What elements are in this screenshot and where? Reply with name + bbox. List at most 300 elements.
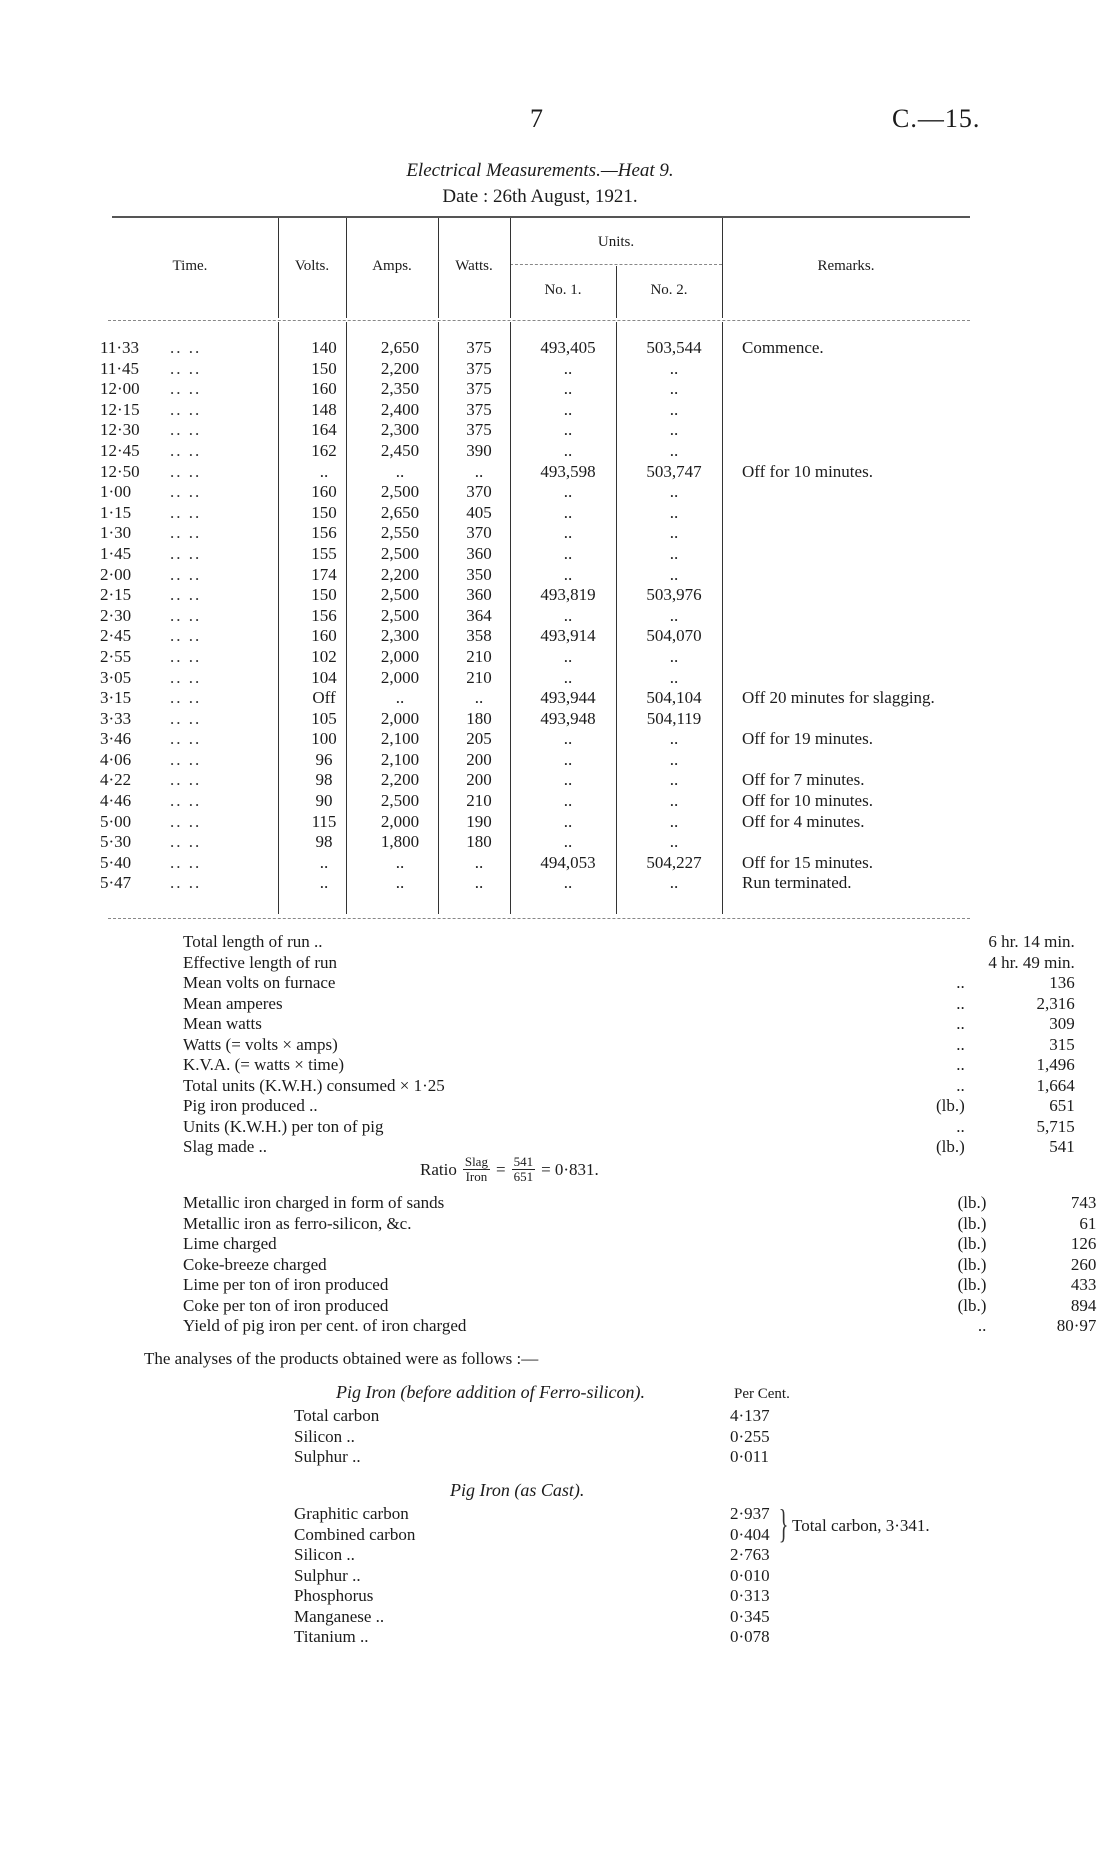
summary-label: Coke-breeze charged [183, 1254, 327, 1274]
time-cell: 12·45 [100, 440, 140, 460]
leader-dots: .. .. [170, 358, 202, 378]
amps-cell: 2,200 [380, 358, 420, 378]
units-no2-cell: 504,227 [646, 852, 702, 872]
summary-value: 260 [1070, 1254, 1097, 1274]
remarks-cell [728, 503, 992, 524]
amps-cell: 2,500 [380, 482, 420, 502]
summary-label: Lime per ton of iron produced [183, 1275, 389, 1294]
leader-dots [434, 1627, 730, 1648]
time-cell: 3·15 [100, 688, 132, 708]
analysis-label: Titanium .. [294, 1627, 369, 1646]
amps-cell: 2,500 [380, 605, 420, 625]
leader-dots: .. .. [170, 564, 202, 584]
summary-row [183, 1214, 1096, 1235]
summary-label: Mean volts on furnace [183, 973, 336, 992]
units-no1-cell: .. [563, 420, 573, 440]
units-no2-cell: .. [669, 440, 679, 460]
volts-cell: 102 [311, 646, 337, 666]
table-row [100, 379, 992, 400]
summary-unit: (lb.) [936, 1096, 965, 1115]
remarks-cell [728, 709, 992, 730]
total-carbon-brace: } [778, 1501, 789, 1546]
amps-cell: 2,650 [380, 338, 420, 357]
watts-cell: 190 [466, 811, 492, 831]
volts-cell: 160 [311, 379, 337, 399]
time-cell: 12·50 [100, 461, 140, 481]
units-no2-cell: .. [669, 358, 679, 378]
units-no2-cell: .. [669, 379, 679, 399]
units-no1-cell: 493,914 [540, 626, 596, 646]
leader-dots [434, 1447, 730, 1468]
remarks-cell [728, 647, 992, 668]
units-no2-cell: 503,544 [646, 338, 702, 357]
watts-cell: 370 [466, 523, 492, 543]
units-no2-cell: 504,104 [646, 688, 702, 708]
units-no2-cell: .. [669, 523, 679, 543]
volts-cell: 160 [311, 626, 337, 646]
table-row [100, 812, 992, 833]
remarks-cell: Commence. [742, 338, 824, 357]
units-no1-cell: .. [563, 770, 573, 790]
table-bottom-rule [108, 918, 970, 919]
time-cell: 12·30 [100, 420, 140, 440]
summary-value: 433 [1070, 1275, 1097, 1294]
volts-cell: Off [312, 688, 336, 708]
amps-cell: 2,200 [380, 564, 420, 584]
page-number: 7 [530, 104, 543, 133]
table-row [100, 729, 992, 750]
header-units: Units. [597, 234, 635, 250]
summary-unit: .. [956, 1014, 965, 1033]
slag-iron-ratio [420, 1155, 599, 1184]
units-no1-cell: .. [563, 379, 573, 399]
analysis-value: 2·937 [730, 1504, 770, 1523]
table-header-bottom-rule [108, 320, 970, 321]
analysis-row [294, 1427, 790, 1448]
units-no2-cell: .. [669, 873, 679, 893]
summary-value: 4 hr. 49 min. [988, 952, 1075, 972]
summary-label: Metallic iron as ferro-silicon, &c. [183, 1213, 412, 1233]
watts-cell: 210 [466, 667, 492, 687]
leader-dots: .. .. [170, 482, 202, 502]
summary-label: Mean amperes [183, 993, 283, 1013]
time-cell: 1·30 [100, 523, 132, 543]
table-row [100, 359, 992, 380]
units-no2-cell: .. [669, 770, 679, 790]
watts-cell: .. [474, 461, 484, 481]
equals-sign: = [495, 1159, 506, 1179]
summary-row [183, 1255, 1096, 1276]
leader-dots: .. .. [170, 338, 202, 357]
leader-dots [445, 1117, 915, 1138]
summary-row [183, 953, 1075, 974]
units-no2-cell: .. [669, 605, 679, 625]
analysis-label: Silicon .. [294, 1545, 355, 1564]
summary-label: Effective length of run [183, 952, 338, 972]
summary-label: Lime charged [183, 1234, 277, 1253]
analysis-row [294, 1627, 790, 1648]
amps-cell: 2,500 [380, 791, 420, 811]
units-no1-cell: 493,948 [540, 708, 596, 728]
units-no1-cell: .. [563, 543, 573, 563]
volts-cell: 140 [311, 338, 337, 357]
volts-cell: 150 [311, 585, 337, 605]
table-row [100, 462, 992, 483]
remarks-cell [728, 626, 992, 647]
summary-value: 1,496 [1036, 1055, 1075, 1074]
watts-cell: 360 [466, 543, 492, 563]
units-no2-cell: .. [669, 749, 679, 769]
analysis-value: 0·010 [730, 1565, 770, 1585]
amps-cell: 2,650 [380, 502, 420, 522]
summary-row [183, 1014, 1075, 1035]
units-no1-cell: .. [563, 440, 573, 460]
volts-cell: 105 [311, 708, 337, 728]
amps-cell: .. [395, 461, 405, 481]
amps-cell: 2,350 [380, 379, 420, 399]
leader-dots [434, 1545, 730, 1566]
summary-row [183, 1296, 1096, 1317]
analysis-row [294, 1406, 790, 1427]
summary-value: 1,664 [1036, 1075, 1075, 1095]
analysis-value: 0·011 [730, 1447, 770, 1466]
leader-dots [434, 1504, 730, 1525]
analysis-row [294, 1504, 790, 1525]
units-no2-cell: .. [669, 791, 679, 811]
table-row [100, 523, 992, 544]
leader-dots [434, 1525, 730, 1546]
watts-cell: .. [474, 688, 484, 708]
table-row [100, 688, 992, 709]
ratio-numerator: Slag [464, 1154, 488, 1169]
table-row [100, 668, 992, 689]
summary-row [183, 1193, 1096, 1214]
summary-value: 61 [1079, 1213, 1097, 1233]
leader-dots: .. .. [170, 729, 202, 749]
leader-dots: .. .. [170, 708, 202, 728]
summary-value: 894 [1070, 1295, 1097, 1315]
summary-row [183, 973, 1075, 994]
units-no2-cell: .. [669, 502, 679, 522]
summary-row [183, 1117, 1075, 1138]
summary-value: 2,316 [1036, 993, 1075, 1013]
summary-label: Mean watts [183, 1014, 262, 1033]
remarks-cell [728, 668, 992, 689]
page-title: Electrical Measurements.—Heat 9. [406, 160, 674, 181]
time-cell: 5·30 [100, 832, 132, 852]
analysis-1-title: Pig Iron (before addition of Ferro-silicon). [336, 1382, 645, 1402]
document-reference: C.—15. [892, 104, 981, 133]
analyses-intro: The analyses of the products obtained were as follows :— [144, 1349, 539, 1368]
volts-cell: 156 [311, 523, 337, 543]
amps-cell: 2,300 [380, 420, 420, 440]
units-no2-cell: .. [669, 667, 679, 687]
leader-dots: .. .. [170, 440, 202, 460]
amps-cell: 2,500 [380, 543, 420, 563]
leader-dots: .. .. [170, 852, 202, 872]
analysis-value: 0·345 [730, 1606, 770, 1626]
volts-cell: .. [319, 852, 329, 872]
leader-dots: .. .. [170, 605, 202, 625]
ratio-word: Ratio [420, 1159, 457, 1179]
remarks-cell: Off for 10 minutes. [742, 461, 873, 481]
summary-label: Pig iron produced .. [183, 1096, 318, 1115]
amps-cell: 2,000 [380, 811, 420, 831]
amps-cell: 2,500 [380, 585, 420, 605]
amps-cell: 2,100 [380, 749, 420, 769]
units-no2-cell: .. [669, 420, 679, 440]
watts-cell: 405 [466, 502, 492, 522]
volts-cell: 90 [315, 791, 333, 811]
volts-cell: 100 [311, 729, 337, 749]
volts-cell: 164 [311, 420, 337, 440]
leader-dots [445, 1055, 915, 1076]
summary-value: 126 [1070, 1234, 1097, 1253]
units-no2-cell: .. [669, 832, 679, 852]
summary-value: 743 [1070, 1193, 1097, 1212]
remarks-cell: Off for 19 minutes. [742, 729, 873, 749]
summary-table-charges [183, 1193, 1096, 1337]
watts-cell: 205 [466, 729, 492, 749]
summary-unit [915, 932, 965, 953]
summary-row [183, 1275, 1096, 1296]
analysis-label: Manganese .. [294, 1606, 385, 1626]
column-divider [510, 218, 511, 318]
units-no1-cell: 493,405 [540, 338, 596, 357]
time-cell: 3·05 [100, 667, 132, 687]
leader-dots: .. .. [170, 626, 202, 646]
units-no1-cell: .. [563, 646, 573, 666]
summary-row [183, 994, 1075, 1015]
summary-value: 6 hr. 14 min. [988, 932, 1075, 951]
units-no2-cell: 503,747 [646, 461, 702, 481]
summary-value: 5,715 [1036, 1116, 1075, 1136]
units-no1-cell: .. [563, 811, 573, 831]
summary-label: Metallic iron charged in form of sands [183, 1193, 445, 1212]
summary-row [183, 1035, 1075, 1056]
ratio-numerator-value: 541 [513, 1154, 534, 1169]
analysis-row [294, 1545, 790, 1566]
watts-cell: 200 [466, 770, 492, 790]
analysis-value: 0·404 [730, 1524, 770, 1544]
summary-unit: .. [956, 993, 965, 1013]
volts-cell: 104 [311, 667, 337, 687]
units-no2-cell: 504,070 [646, 626, 702, 646]
leader-dots [445, 932, 915, 953]
time-cell: 4·06 [100, 749, 132, 769]
leader-dots [434, 1586, 730, 1607]
units-no1-cell: .. [563, 729, 573, 749]
table-row [100, 400, 992, 421]
analysis-value: 0·078 [730, 1627, 770, 1646]
table-row [100, 606, 992, 627]
header-units-no1: No. 1. [544, 282, 582, 298]
time-cell: 4·22 [100, 770, 132, 790]
units-no2-cell: 504,119 [646, 708, 702, 728]
table-row [100, 709, 992, 730]
time-cell: 1·00 [100, 482, 132, 502]
amps-cell: 2,400 [380, 399, 420, 419]
leader-dots: .. .. [170, 688, 202, 708]
units-no1-cell: 493,819 [540, 585, 596, 605]
volts-cell: 155 [311, 543, 337, 563]
analysis-2-table [294, 1501, 790, 1648]
ratio-fraction [463, 1155, 490, 1184]
watts-cell: 210 [466, 791, 492, 811]
table-row [100, 441, 992, 462]
table-row [100, 832, 992, 853]
watts-cell: .. [474, 852, 484, 872]
summary-row [183, 932, 1075, 953]
volts-cell: .. [319, 873, 329, 893]
time-cell: 3·46 [100, 729, 132, 749]
remarks-cell: Run terminated. [742, 873, 852, 893]
remarks-cell: Off for 7 minutes. [742, 770, 865, 790]
summary-label: Yield of pig iron per cent. of iron charged [183, 1316, 467, 1335]
time-cell: 2·55 [100, 646, 132, 666]
leader-dots: .. .. [170, 749, 202, 769]
remarks-cell [728, 565, 992, 586]
analysis-row [294, 1586, 790, 1607]
leader-dots: .. .. [170, 873, 202, 893]
volts-cell: .. [319, 461, 329, 481]
leader-dots: .. .. [170, 461, 202, 481]
table-row [100, 482, 992, 503]
analysis-label: Silicon .. [294, 1426, 355, 1446]
units-divider-rule [510, 264, 722, 265]
summary-unit: (lb.) [957, 1213, 987, 1233]
summary-label: Coke per ton of iron produced [183, 1295, 389, 1315]
summary-value: 541 [1049, 1137, 1075, 1156]
units-no2-cell: .. [669, 729, 679, 749]
volts-cell: 150 [311, 502, 337, 522]
time-cell: 2·45 [100, 626, 132, 646]
analysis-label: Combined carbon [294, 1524, 416, 1544]
leader-dots: .. .. [170, 667, 202, 687]
watts-cell: 200 [466, 749, 492, 769]
summary-unit: .. [956, 1055, 965, 1074]
volts-cell: 98 [315, 832, 333, 852]
units-no1-cell: .. [563, 873, 573, 893]
remarks-cell: Off 20 minutes for slagging. [742, 688, 935, 708]
time-cell: 2·00 [100, 564, 132, 584]
leader-dots [466, 1255, 936, 1276]
header-time: Time. [172, 258, 208, 274]
time-cell: 4·46 [100, 791, 132, 811]
table-row [100, 585, 992, 606]
table-row [100, 626, 992, 647]
analysis-2-title: Pig Iron (as Cast). [450, 1480, 585, 1500]
leader-dots [466, 1193, 936, 1214]
summary-value: 309 [1049, 1014, 1075, 1033]
time-cell: 5·40 [100, 852, 132, 872]
watts-cell: 375 [466, 338, 492, 357]
volts-cell: 115 [311, 811, 337, 831]
remarks-cell [728, 400, 992, 421]
leader-dots [445, 994, 915, 1015]
amps-cell: 2,550 [380, 523, 420, 543]
amps-cell: .. [395, 852, 405, 872]
table-row [100, 420, 992, 441]
table-row [100, 791, 992, 812]
analysis-row [294, 1607, 790, 1628]
units-no1-cell: 493,944 [540, 688, 596, 708]
volts-cell: 150 [311, 358, 337, 378]
time-cell: 1·15 [100, 502, 132, 522]
summary-label: Units (K.W.H.) per ton of pig [183, 1116, 384, 1136]
time-cell: 11·45 [100, 358, 140, 378]
table-row [100, 647, 992, 668]
leader-dots: .. .. [170, 543, 202, 563]
table-row [100, 770, 992, 791]
amps-cell: 2,450 [380, 440, 420, 460]
analysis-value: 4·137 [730, 1406, 770, 1425]
summary-unit: .. [956, 1034, 965, 1054]
analysis-label: Sulphur .. [294, 1565, 361, 1585]
leader-dots [466, 1214, 936, 1235]
watts-cell: 375 [466, 379, 492, 399]
volts-cell: 162 [311, 440, 337, 460]
table-row [100, 544, 992, 565]
leader-dots [466, 1234, 936, 1255]
remarks-cell: Off for 4 minutes. [742, 811, 865, 831]
time-cell: 2·30 [100, 605, 132, 625]
header-remarks: Remarks. [817, 258, 875, 274]
page-date: Date : 26th August, 1921. [442, 186, 638, 207]
units-no2-cell: .. [669, 399, 679, 419]
leader-dots: .. .. [170, 832, 202, 852]
remarks-cell: Off for 15 minutes. [742, 852, 873, 872]
table-top-rule [112, 216, 970, 218]
leader-dots: .. .. [170, 770, 202, 790]
units-no2-cell: .. [669, 482, 679, 502]
leader-dots [445, 1014, 915, 1035]
remarks-cell [728, 585, 992, 606]
summary-label: Total units (K.W.H.) consumed × 1·25 [183, 1075, 445, 1095]
remarks-cell: Off for 10 minutes. [742, 791, 873, 811]
summary-unit: (lb.) [936, 1137, 965, 1156]
amps-cell: .. [395, 873, 405, 893]
summary-value: 651 [1049, 1096, 1075, 1115]
ratio-fraction-values [512, 1155, 536, 1184]
summary-unit: .. [956, 1116, 965, 1136]
summary-unit: .. [956, 1075, 965, 1095]
remarks-cell [728, 544, 992, 565]
leader-dots: .. .. [170, 502, 202, 522]
remarks-cell [728, 523, 992, 544]
watts-cell: 180 [466, 708, 492, 728]
leader-dots [445, 1096, 915, 1117]
time-cell: 1·45 [100, 543, 132, 563]
leader-dots [434, 1427, 730, 1448]
remarks-cell [728, 441, 992, 462]
analysis-label: Total carbon [294, 1406, 380, 1425]
analysis-label: Sulphur .. [294, 1447, 361, 1466]
volts-cell: 148 [311, 399, 337, 419]
remarks-cell [728, 750, 992, 771]
time-cell: 5·00 [100, 811, 132, 831]
table-row [100, 338, 992, 359]
leader-dots: .. .. [170, 399, 202, 419]
total-carbon-note: Total carbon, 3·341. [792, 1516, 930, 1535]
volts-cell: 98 [315, 770, 333, 790]
header-units-no2: No. 2. [650, 282, 688, 298]
amps-cell: 2,200 [380, 770, 420, 790]
header-volts: Volts. [294, 258, 330, 274]
watts-cell: 370 [466, 482, 492, 502]
leader-dots: .. .. [170, 791, 202, 811]
volts-cell: 174 [311, 564, 337, 584]
